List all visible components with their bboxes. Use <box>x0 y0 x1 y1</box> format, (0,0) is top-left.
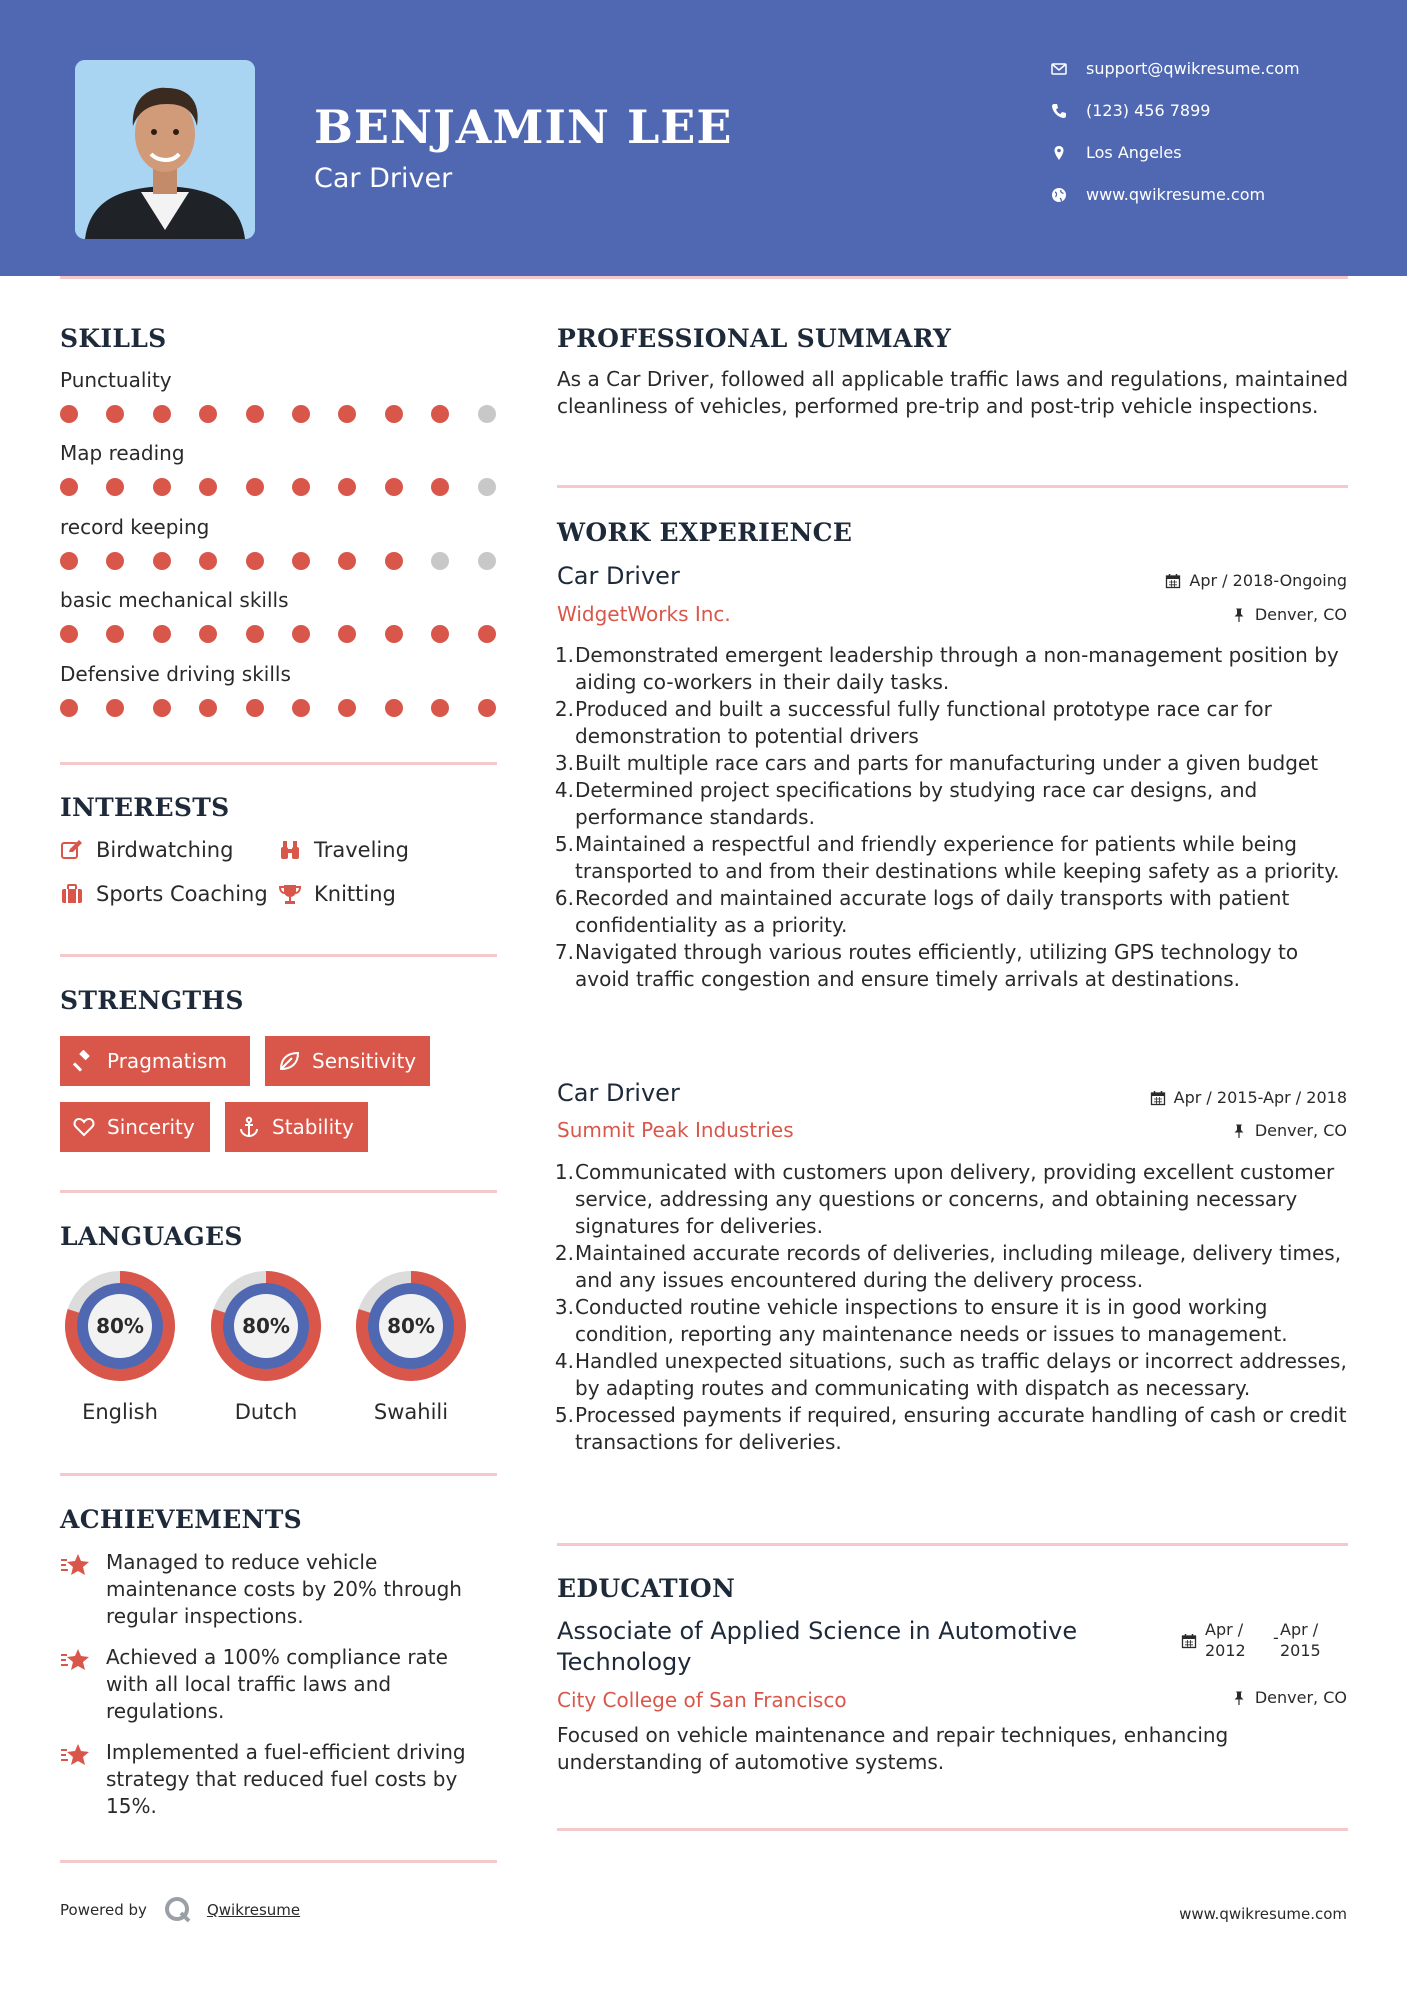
degree-title: Associate of Applied Science in Automotive <box>557 1617 1078 1645</box>
calendar-icon <box>1150 1090 1166 1106</box>
education-end-date: Apr / 2015 <box>1280 1620 1321 1660</box>
email-text: support@qwikresume.com <box>1086 59 1300 78</box>
degree-title: Technology <box>557 1648 692 1676</box>
education-title: EDUCATION <box>557 1574 736 1603</box>
achievement-text: Managed to reduce vehicle maintenance costs by 20% through regular inspections. <box>106 1550 462 1628</box>
skill-dot-filled <box>431 625 449 643</box>
language-item <box>349 1264 473 1424</box>
skill-rating <box>60 478 500 496</box>
skill-rating <box>60 625 500 643</box>
list-item: 6. Recorded and maintained accurate logs of daily transports with patient confidentiality as a priority. <box>554 886 1290 937</box>
section-divider <box>60 762 497 765</box>
job-bullets <box>554 642 1357 993</box>
skill-dot-filled <box>292 478 310 496</box>
achievement-item <box>60 1549 500 1630</box>
skill-dot-filled <box>60 552 78 570</box>
skill-dot-filled <box>246 552 264 570</box>
skill-dot-filled <box>153 625 171 643</box>
job-dates: Apr / 2018-Ongoing <box>1165 571 1347 590</box>
language-name: English <box>82 1400 158 1424</box>
location-text: Los Angeles <box>1086 143 1182 162</box>
skill-label: record keeping <box>60 515 210 539</box>
list-item: 2. Produced and built a successful fully functional prototype race car for demonstration to potential drivers <box>554 697 1272 748</box>
list-item: 1. Communicated with customers upon delivery, providing excellent customer service, addressing any questions or concerns, and obtaining necessary signatures for deliveries. <box>554 1160 1335 1238</box>
trophy-icon <box>278 882 302 906</box>
skill-dot-filled <box>246 405 264 423</box>
skill-dot-filled <box>246 699 264 717</box>
education-description: Focused on vehicle maintenance and repair techniques, enhancing understanding of automotive systems. <box>557 1723 1229 1774</box>
footer-powered-by <box>60 1895 300 1925</box>
list-item: 2. Maintained accurate records of deliveries, including mileage, delivery times, and any issues encountered during the delivery process. <box>554 1241 1342 1292</box>
skill-dot-filled <box>153 552 171 570</box>
skill-dot-filled <box>199 552 217 570</box>
powered-by-label: Powered by <box>60 1901 147 1919</box>
pushpin-icon <box>1231 1123 1247 1139</box>
job-title: Car Driver <box>557 562 680 590</box>
school-name: City College of San Francisco <box>557 1688 847 1712</box>
skill-dot-filled <box>431 478 449 496</box>
brand-link[interactable]: Qwikresume <box>206 1901 301 1919</box>
skill-dot-filled <box>106 625 124 643</box>
skill-dot-filled <box>153 478 171 496</box>
skill-dot-filled <box>153 699 171 717</box>
skill-label: Defensive driving skills <box>60 662 291 686</box>
section-divider <box>60 1860 497 1863</box>
skill-dot-filled <box>153 405 171 423</box>
job-location: Denver, CO <box>1231 605 1347 624</box>
skill-dot-filled <box>106 699 124 717</box>
heart-icon <box>73 1116 95 1138</box>
skill-dot-filled <box>106 552 124 570</box>
section-divider <box>557 485 1348 488</box>
star-award-icon <box>60 1741 92 1769</box>
skill-dot-filled <box>246 478 264 496</box>
job-bullets <box>554 1159 1357 1456</box>
calendar-icon <box>1165 573 1181 589</box>
skill-dot-filled <box>292 552 310 570</box>
skill-dot-empty <box>478 405 496 423</box>
language-progress-ring <box>349 1264 473 1388</box>
website-text: www.qwikresume.com <box>1086 185 1266 204</box>
language-progress-ring <box>204 1264 328 1388</box>
skill-dot-filled <box>60 405 78 423</box>
candidate-name: BENJAMIN LEE <box>314 100 733 154</box>
strength-badge: Sensitivity <box>265 1036 430 1086</box>
pushpin-icon <box>1231 607 1247 623</box>
achievement-item <box>60 1739 500 1820</box>
skill-label: Punctuality <box>60 368 172 392</box>
language-name: Dutch <box>234 1400 298 1424</box>
work-title: WORK EXPERIENCE <box>557 518 853 547</box>
language-percent: 80% <box>387 1314 435 1338</box>
binoculars-icon <box>278 838 302 862</box>
profile-photo <box>75 60 255 239</box>
skill-dot-filled <box>199 478 217 496</box>
summary-text: As a Car Driver, followed all applicable traffic laws and regulations, maintained cleanliness of vehicles, performed pre-trip and post-trip vehicle inspections. <box>557 367 1349 418</box>
section-divider <box>557 1543 1348 1546</box>
header-divider <box>60 276 1348 279</box>
strengths-title: STRENGTHS <box>60 986 244 1015</box>
section-divider <box>60 1473 497 1476</box>
skill-dot-filled <box>199 699 217 717</box>
interest-item: Sports Coaching <box>60 882 268 906</box>
date-separator: - <box>1273 1628 1279 1647</box>
skill-dot-filled <box>246 625 264 643</box>
briefcase-icon <box>60 882 84 906</box>
skill-dot-filled <box>385 552 403 570</box>
job-location: Denver, CO <box>1231 1121 1347 1140</box>
list-item: 7. Navigated through various routes efficiently, utilizing GPS technology to avoid traffic congestion and ensure timely arrivals at destinations. <box>554 940 1299 991</box>
skill-rating <box>60 405 500 423</box>
leaf-icon <box>278 1050 300 1072</box>
skill-dot-filled <box>199 405 217 423</box>
language-item <box>58 1264 182 1424</box>
achievement-text: Implemented a fuel-efficient driving strategy that reduced fuel costs by 15%. <box>106 1740 466 1818</box>
language-percent: 80% <box>96 1314 144 1338</box>
interest-item: Traveling <box>278 838 409 862</box>
skill-dot-filled <box>106 405 124 423</box>
skill-dot-filled <box>60 625 78 643</box>
contact-location <box>1050 143 1350 162</box>
section-divider <box>557 1828 1348 1831</box>
skills-title: SKILLS <box>60 324 167 353</box>
list-item: 1. Demonstrated emergent leadership through a non-management position by aiding co-workers in their daily tasks. <box>554 643 1339 694</box>
resume-header <box>0 0 1407 276</box>
person-avatar-icon <box>75 60 255 239</box>
map-pin-icon <box>1050 144 1068 162</box>
skill-rating <box>60 699 500 717</box>
star-award-icon <box>60 1646 92 1674</box>
achievement-item <box>60 1644 500 1725</box>
achievements-title: ACHIEVEMENTS <box>60 1505 302 1534</box>
skill-dot-filled <box>385 405 403 423</box>
footer-website[interactable]: www.qwikresume.com <box>1179 1905 1347 1923</box>
skill-dot-empty <box>478 478 496 496</box>
achievement-text: Achieved a 100% compliance rate with all local traffic laws and regulations. <box>106 1645 448 1723</box>
pushpin-icon <box>1231 1690 1247 1706</box>
job-dates: Apr / 2015-Apr / 2018 <box>1150 1088 1347 1107</box>
phone-icon <box>1050 102 1068 120</box>
candidate-role: Car Driver <box>314 163 453 194</box>
company-name: WidgetWorks Inc. <box>557 602 731 626</box>
strength-badge: Sincerity <box>60 1102 210 1152</box>
anchor-icon <box>238 1116 260 1138</box>
skill-dot-empty <box>478 552 496 570</box>
skill-dot-filled <box>106 478 124 496</box>
skill-dot-filled <box>385 699 403 717</box>
contact-phone[interactable] <box>1050 101 1350 120</box>
language-name: Swahili <box>373 1400 449 1424</box>
language-item <box>204 1264 328 1424</box>
skill-dot-filled <box>431 699 449 717</box>
interest-item: Knitting <box>278 882 396 906</box>
language-percent: 80% <box>242 1314 290 1338</box>
gavel-icon <box>73 1050 95 1072</box>
skill-dot-empty <box>431 552 449 570</box>
contact-email[interactable] <box>1050 59 1350 78</box>
company-name: Summit Peak Industries <box>557 1118 794 1142</box>
qwikresume-logo-icon <box>163 1895 193 1925</box>
skill-rating <box>60 552 500 570</box>
list-item: 4. Determined project specifications by studying race car designs, and performance standards. <box>554 778 1258 829</box>
skill-dot-filled <box>338 625 356 643</box>
list-item: 4. Handled unexpected situations, such as traffic delays or incorrect addresses, by adapting routes and communicating with dispatch as necessary. <box>554 1349 1347 1400</box>
skill-dot-filled <box>338 478 356 496</box>
skill-dot-filled <box>478 699 496 717</box>
contact-website[interactable] <box>1050 185 1350 204</box>
summary-title: PROFESSIONAL SUMMARY <box>557 324 952 353</box>
job-title: Car Driver <box>557 1079 680 1107</box>
list-item: 3. Built multiple race cars and parts for manufacturing under a given budget <box>554 751 1319 775</box>
languages-title: LANGUAGES <box>60 1222 243 1251</box>
skill-dot-filled <box>60 478 78 496</box>
list-item: 3. Conducted routine vehicle inspections to ensure it is in good working condition, reporting any maintenance needs or issues to management. <box>554 1295 1288 1346</box>
strength-badge: Stability <box>225 1102 368 1152</box>
skill-dot-filled <box>292 405 310 423</box>
envelope-icon <box>1050 60 1068 78</box>
skill-dot-filled <box>338 699 356 717</box>
phone-text: (123) 456 7899 <box>1086 101 1211 120</box>
skill-dot-filled <box>60 699 78 717</box>
skill-dot-filled <box>292 699 310 717</box>
language-progress-ring <box>58 1264 182 1388</box>
skill-label: Map reading <box>60 441 185 465</box>
skill-dot-filled <box>338 405 356 423</box>
skill-dot-filled <box>385 625 403 643</box>
skill-dot-filled <box>338 552 356 570</box>
star-award-icon <box>60 1551 92 1579</box>
calendar-icon <box>1181 1633 1197 1649</box>
strength-badge: Pragmatism <box>60 1036 250 1086</box>
edit-icon <box>60 838 84 862</box>
education-start-date: Apr / 2012 <box>1205 1620 1246 1660</box>
section-divider <box>60 954 497 957</box>
skill-dot-filled <box>292 625 310 643</box>
section-divider <box>60 1190 497 1193</box>
skill-dot-filled <box>478 625 496 643</box>
interests-title: INTERESTS <box>60 793 230 822</box>
skill-label: basic mechanical skills <box>60 588 289 612</box>
list-item: 5. Maintained a respectful and friendly experience for patients while being transported to and from their destinations while keeping safety as a priority. <box>554 832 1340 883</box>
skill-dot-filled <box>385 478 403 496</box>
skill-dot-filled <box>431 405 449 423</box>
interest-item: Birdwatching <box>60 838 233 862</box>
education-location: Denver, CO <box>1231 1688 1347 1707</box>
globe-icon <box>1050 186 1068 204</box>
skill-dot-filled <box>199 625 217 643</box>
list-item: 5. Processed payments if required, ensuring accurate handling of cash or credit transactions for deliveries. <box>554 1403 1347 1454</box>
